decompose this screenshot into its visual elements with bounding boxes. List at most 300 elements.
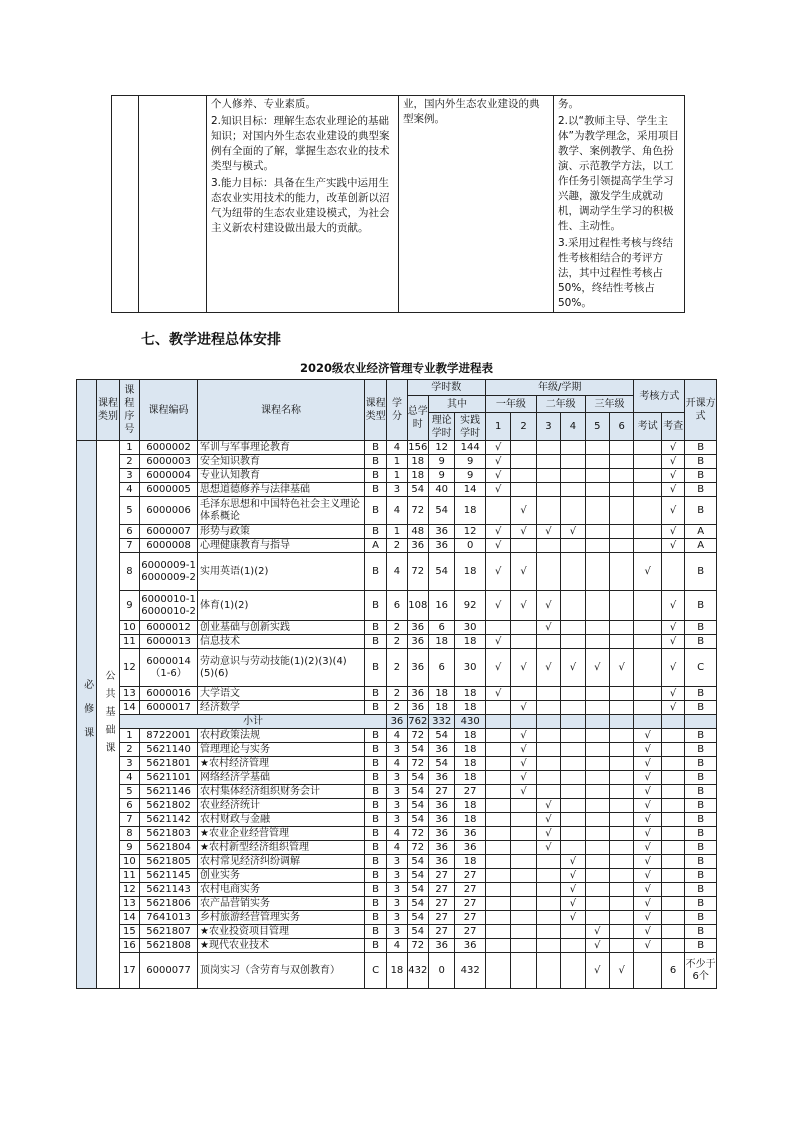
course-seq: 14: [119, 701, 139, 715]
check-mark: [661, 883, 684, 897]
table-row: [77, 925, 717, 939]
course-code: 6000017: [140, 701, 198, 715]
term-mark: [561, 813, 585, 827]
subtotal-label: 小计: [119, 715, 387, 729]
course-seq: 8: [119, 827, 139, 841]
check-mark: [661, 841, 684, 855]
course-mode: B: [685, 841, 717, 855]
course-seq: 2: [119, 743, 139, 757]
term-mark: [536, 483, 560, 497]
term-mark: [585, 729, 609, 743]
term-mark: [561, 939, 585, 953]
table-row: [77, 591, 717, 621]
course-name: 创业基础与创新实践: [198, 621, 365, 635]
course-total-hours: 72: [407, 841, 428, 855]
term-mark: [536, 635, 560, 649]
check-mark: [661, 771, 684, 785]
term-mark: [511, 911, 536, 925]
table-row: [77, 635, 717, 649]
term-mark: √: [536, 525, 560, 539]
course-practice-hours: 9: [455, 469, 486, 483]
course-total-hours: 108: [407, 591, 428, 621]
course-seq: 1: [119, 441, 139, 455]
table-cell: [536, 715, 560, 729]
term-mark: √: [485, 591, 510, 621]
course-theory-hours: 9: [428, 469, 454, 483]
course-credits: 3: [387, 911, 407, 925]
term-mark: [585, 539, 609, 553]
exam-mark: √: [634, 911, 661, 925]
term-mark: √: [561, 525, 585, 539]
course-credits: 4: [387, 827, 407, 841]
course-code: 5621801: [140, 757, 198, 771]
course-name: ★农村经济管理: [198, 757, 365, 771]
term-mark: [485, 785, 510, 799]
course-practice-hours: 36: [455, 827, 486, 841]
course-mode: B: [685, 687, 717, 701]
term-mark: √: [536, 649, 560, 687]
course-type: B: [364, 553, 386, 591]
course-credits: 3: [387, 869, 407, 883]
header-name: 课程名称: [198, 380, 365, 441]
course-theory-hours: 54: [428, 757, 454, 771]
term-mark: [585, 591, 609, 621]
term-mark: √: [485, 635, 510, 649]
course-total-hours: 72: [407, 827, 428, 841]
term-mark: [585, 687, 609, 701]
exam-mark: √: [634, 897, 661, 911]
term-mark: √: [485, 649, 510, 687]
course-practice-hours: 27: [455, 925, 486, 939]
course-practice-hours: 30: [455, 649, 486, 687]
course-credits: 3: [387, 785, 407, 799]
course-mode: A: [685, 539, 717, 553]
course-credits: 3: [387, 771, 407, 785]
course-theory-hours: 54: [428, 497, 454, 525]
term-mark: [561, 729, 585, 743]
term-mark: [585, 441, 609, 455]
course-credits: 18: [387, 953, 407, 989]
term-mark: [485, 897, 510, 911]
term-mark: [485, 757, 510, 771]
course-credits: 3: [387, 813, 407, 827]
term-mark: [485, 953, 510, 989]
term-mark: [585, 635, 609, 649]
term-mark: [585, 743, 609, 757]
course-credits: 4: [387, 553, 407, 591]
exam-mark: [634, 953, 661, 989]
course-theory-hours: 36: [428, 799, 454, 813]
course-seq: 1: [119, 729, 139, 743]
course-practice-hours: 18: [455, 701, 486, 715]
table-cell: [610, 715, 634, 729]
course-mode: B: [685, 771, 717, 785]
table-row: [77, 757, 717, 771]
check-mark: √: [661, 591, 684, 621]
course-total-hours: 36: [407, 649, 428, 687]
course-code: 5621803: [140, 827, 198, 841]
course-name: 农村常见经济纠纷调解: [198, 855, 365, 869]
method-paragraph: 3.采用过程性考核与终结性考核相结合的考评方法，其中过程性考核占50%，终结性考核占50%。: [558, 237, 674, 309]
course-total-hours: 72: [407, 553, 428, 591]
course-practice-hours: 27: [455, 911, 486, 925]
course-seq: 11: [119, 635, 139, 649]
term-mark: [610, 701, 634, 715]
exam-mark: √: [634, 883, 661, 897]
term-mark: √: [485, 441, 510, 455]
course-mode: C: [685, 649, 717, 687]
course-theory-hours: 36: [428, 939, 454, 953]
check-mark: √: [661, 687, 684, 701]
check-mark: [661, 855, 684, 869]
header-seq: 课程序号: [119, 380, 139, 441]
term-mark: √: [585, 925, 609, 939]
course-seq: 11: [119, 869, 139, 883]
course-credits: 3: [387, 883, 407, 897]
header-type: 课程类型: [364, 380, 386, 441]
course-description-table: [111, 95, 685, 313]
course-credits: 4: [387, 757, 407, 771]
course-seq: 10: [119, 621, 139, 635]
check-mark: [661, 897, 684, 911]
term-mark: [511, 897, 536, 911]
course-type: B: [364, 813, 386, 827]
course-seq: 4: [119, 483, 139, 497]
term-mark: [511, 469, 536, 483]
term-mark: [610, 869, 634, 883]
term-mark: [536, 729, 560, 743]
term-mark: [485, 841, 510, 855]
course-theory-hours: 9: [428, 455, 454, 469]
course-seq: 12: [119, 883, 139, 897]
course-theory-hours: 18: [428, 635, 454, 649]
table-row: [77, 897, 717, 911]
course-code: 6000006: [140, 497, 198, 525]
table-row: [77, 687, 717, 701]
term-mark: √: [511, 771, 536, 785]
course-total-hours: 18: [407, 469, 428, 483]
term-mark: [485, 701, 510, 715]
course-name: 网络经济学基础: [198, 771, 365, 785]
term-mark: [561, 441, 585, 455]
header-term: 5: [585, 413, 609, 441]
course-practice-hours: 12: [455, 525, 486, 539]
term-mark: [511, 799, 536, 813]
term-mark: [585, 897, 609, 911]
course-credits: 2: [387, 649, 407, 687]
term-mark: [536, 785, 560, 799]
term-mark: [536, 539, 560, 553]
course-practice-hours: 18: [455, 743, 486, 757]
course-practice-hours: 0: [455, 539, 486, 553]
check-mark: [661, 799, 684, 813]
header-code: 课程编码: [140, 380, 198, 441]
course-theory-hours: 36: [428, 743, 454, 757]
term-mark: [610, 455, 634, 469]
term-mark: [485, 939, 510, 953]
term-mark: √: [536, 591, 560, 621]
course-theory-hours: 27: [428, 785, 454, 799]
exam-mark: [634, 441, 661, 455]
course-name: 经济数学: [198, 701, 365, 715]
term-mark: [610, 785, 634, 799]
course-total-hours: 156: [408, 441, 428, 453]
term-mark: [561, 553, 585, 591]
table-row: [77, 799, 717, 813]
term-mark: [561, 701, 585, 715]
course-type: B: [364, 911, 386, 925]
course-name: ★农业企业经营管理: [198, 827, 365, 841]
table-row: [77, 869, 717, 883]
course-code: 6000077: [140, 953, 198, 989]
header-year3: 三年级: [585, 396, 634, 413]
course-code: 5621140: [140, 743, 198, 757]
course-type: B: [364, 687, 386, 701]
course-practice-hours: 92: [455, 591, 486, 621]
term-mark: [561, 469, 585, 483]
exam-mark: [634, 635, 661, 649]
check-mark: √: [661, 621, 684, 635]
table-cell: [561, 715, 585, 729]
table-row: [77, 841, 717, 855]
course-name: 实用英语(1)(2): [198, 553, 365, 591]
course-code: 6000007: [140, 525, 198, 539]
term-mark: [585, 827, 609, 841]
course-code: 5621802: [140, 799, 198, 813]
course-code: 6000014 （1-6）: [140, 649, 198, 687]
course-code: 5621808: [140, 939, 198, 953]
check-mark: [661, 757, 684, 771]
course-code: 6000008: [140, 539, 198, 553]
term-mark: [536, 771, 560, 785]
exam-mark: √: [634, 553, 661, 591]
exam-mark: [634, 687, 661, 701]
check-mark: √: [661, 635, 684, 649]
course-name: 形势与政策: [198, 525, 365, 539]
term-mark: [485, 771, 510, 785]
term-mark: [485, 621, 510, 635]
table-row: [77, 701, 717, 715]
exam-mark: [634, 455, 661, 469]
header-theory: 理论学时: [428, 413, 454, 441]
subtotal-total: 762: [408, 715, 428, 727]
term-mark: [485, 799, 510, 813]
course-name: 专业认知教育: [198, 469, 365, 483]
term-mark: [561, 621, 585, 635]
category-required: 必修课: [77, 441, 97, 989]
term-mark: [585, 855, 609, 869]
course-credits: 1: [387, 455, 407, 469]
table-title: 2020级农业经济管理专业教学进程表: [299, 361, 493, 375]
term-mark: [511, 883, 536, 897]
method-paragraph: 务。: [558, 98, 579, 110]
course-practice-hours: 30: [455, 621, 486, 635]
term-mark: [610, 827, 634, 841]
course-theory-hours: 36: [428, 525, 454, 539]
course-name: 农村财政与金融: [198, 813, 365, 827]
course-type: B: [364, 841, 386, 855]
course-mode: B: [685, 553, 717, 591]
header-check: 考查: [661, 413, 684, 441]
term-mark: [561, 785, 585, 799]
term-mark: [561, 687, 585, 701]
term-mark: [536, 743, 560, 757]
course-name: 信息技术: [198, 635, 365, 649]
term-mark: √: [585, 953, 609, 989]
course-type: B: [364, 525, 386, 539]
course-seq: 14: [119, 911, 139, 925]
header-among: 其中: [428, 396, 485, 413]
course-total-hours: 54: [407, 855, 428, 869]
subtotal-theory: 332: [428, 715, 454, 729]
term-mark: [561, 827, 585, 841]
term-mark: [511, 813, 536, 827]
term-mark: [536, 441, 560, 455]
term-mark: [610, 525, 634, 539]
term-mark: [585, 757, 609, 771]
term-mark: [536, 497, 560, 525]
course-practice-hours: 18: [455, 729, 486, 743]
course-type: B: [364, 757, 386, 771]
course-mode: B: [685, 939, 717, 953]
course-seq: 12: [119, 649, 139, 687]
course-total-hours: 48: [407, 525, 428, 539]
course-total-hours: 18: [407, 455, 428, 469]
term-mark: [536, 855, 560, 869]
course-type: B: [364, 701, 386, 715]
course-mode: B: [685, 897, 717, 911]
header-grade-term: 年级/学期: [485, 380, 634, 396]
table-row: [77, 649, 717, 687]
category-public: 公共基础课: [97, 441, 119, 989]
term-mark: [610, 897, 634, 911]
course-mode: 不少于6个: [685, 953, 717, 989]
term-mark: [536, 469, 560, 483]
course-type: A: [364, 539, 386, 553]
course-mode: B: [685, 855, 717, 869]
course-code: 6000010-1 6000010-2: [140, 591, 198, 621]
term-mark: [585, 455, 609, 469]
course-type: B: [364, 455, 386, 469]
exam-mark: [634, 525, 661, 539]
course-credits: 1: [387, 469, 407, 483]
course-credits: 1: [387, 525, 407, 539]
term-mark: √: [485, 455, 510, 469]
course-practice-hours: 27: [455, 883, 486, 897]
course-practice-hours: 18: [455, 497, 486, 525]
course-credits: 2: [387, 635, 407, 649]
term-mark: [610, 441, 634, 455]
course-seq: 10: [119, 855, 139, 869]
course-total-hours: 54: [407, 483, 428, 497]
exam-mark: [634, 591, 661, 621]
term-mark: [585, 497, 609, 525]
subtotal-row: [77, 715, 717, 729]
course-theory-hours: 12: [428, 441, 454, 455]
term-mark: [485, 729, 510, 743]
term-mark: [610, 757, 634, 771]
course-theory-hours: 36: [428, 771, 454, 785]
course-code: 5621143: [140, 883, 198, 897]
course-name: 农村政策法规: [198, 729, 365, 743]
term-mark: [511, 841, 536, 855]
term-mark: √: [536, 813, 560, 827]
course-seq: 16: [119, 939, 139, 953]
term-mark: [536, 701, 560, 715]
course-name: 安全知识教育: [198, 455, 365, 469]
check-mark: √: [661, 455, 684, 469]
exam-mark: [634, 701, 661, 715]
term-mark: [585, 799, 609, 813]
exam-mark: √: [634, 729, 661, 743]
course-mode: B: [685, 635, 717, 649]
header-term: 2: [511, 413, 536, 441]
term-mark: √: [536, 621, 560, 635]
course-mode: B: [685, 813, 717, 827]
header-category: 课程类别: [97, 380, 119, 441]
content-cell: [399, 96, 554, 313]
course-code: 6000004: [140, 469, 198, 483]
term-mark: [511, 621, 536, 635]
table-row: [77, 621, 717, 635]
exam-mark: √: [634, 841, 661, 855]
term-mark: [485, 883, 510, 897]
header-cell: [77, 380, 97, 441]
course-mode: B: [685, 621, 717, 635]
course-mode: B: [685, 883, 717, 897]
method-paragraph: 2.以“教师主导、学生主体”为教学理念，采用项目教学、案例教学、角色扮演、示范教学方法，以工作任务引领提高学生学习兴趣，激发学生成就动机，调动学生学习的积极性、主动性。: [558, 115, 679, 232]
course-type: B: [364, 799, 386, 813]
term-mark: [536, 869, 560, 883]
term-mark: [585, 553, 609, 591]
term-mark: √: [511, 553, 536, 591]
course-seq: 6: [119, 799, 139, 813]
course-total-hours: 432: [407, 953, 428, 989]
term-mark: [511, 635, 536, 649]
check-mark: [661, 827, 684, 841]
check-mark: √: [661, 539, 684, 553]
term-mark: √: [511, 785, 536, 799]
term-mark: √: [485, 553, 510, 591]
course-seq: 7: [119, 539, 139, 553]
course-credits: 3: [387, 799, 407, 813]
exam-mark: √: [634, 939, 661, 953]
course-code: 5621807: [140, 925, 198, 939]
course-type: B: [364, 469, 386, 483]
course-theory-hours: 36: [428, 539, 454, 553]
term-mark: [536, 911, 560, 925]
course-practice-hours: 18: [455, 553, 486, 591]
term-mark: √: [561, 897, 585, 911]
term-mark: [585, 883, 609, 897]
table-row: [77, 539, 717, 553]
exam-mark: [634, 483, 661, 497]
term-mark: [511, 925, 536, 939]
term-mark: √: [585, 649, 609, 687]
course-total-hours: 36: [407, 621, 428, 635]
course-total-hours: 72: [407, 729, 428, 743]
table-cell: [112, 96, 139, 313]
course-mode: B: [685, 441, 717, 455]
course-theory-hours: 36: [428, 813, 454, 827]
course-credits: 4: [387, 497, 407, 525]
course-practice-hours: 18: [455, 813, 486, 827]
term-mark: √: [485, 687, 510, 701]
course-practice-hours: 18: [455, 771, 486, 785]
course-credits: 3: [387, 483, 407, 497]
course-theory-hours: 54: [428, 553, 454, 591]
course-total-hours: 54: [407, 911, 428, 925]
